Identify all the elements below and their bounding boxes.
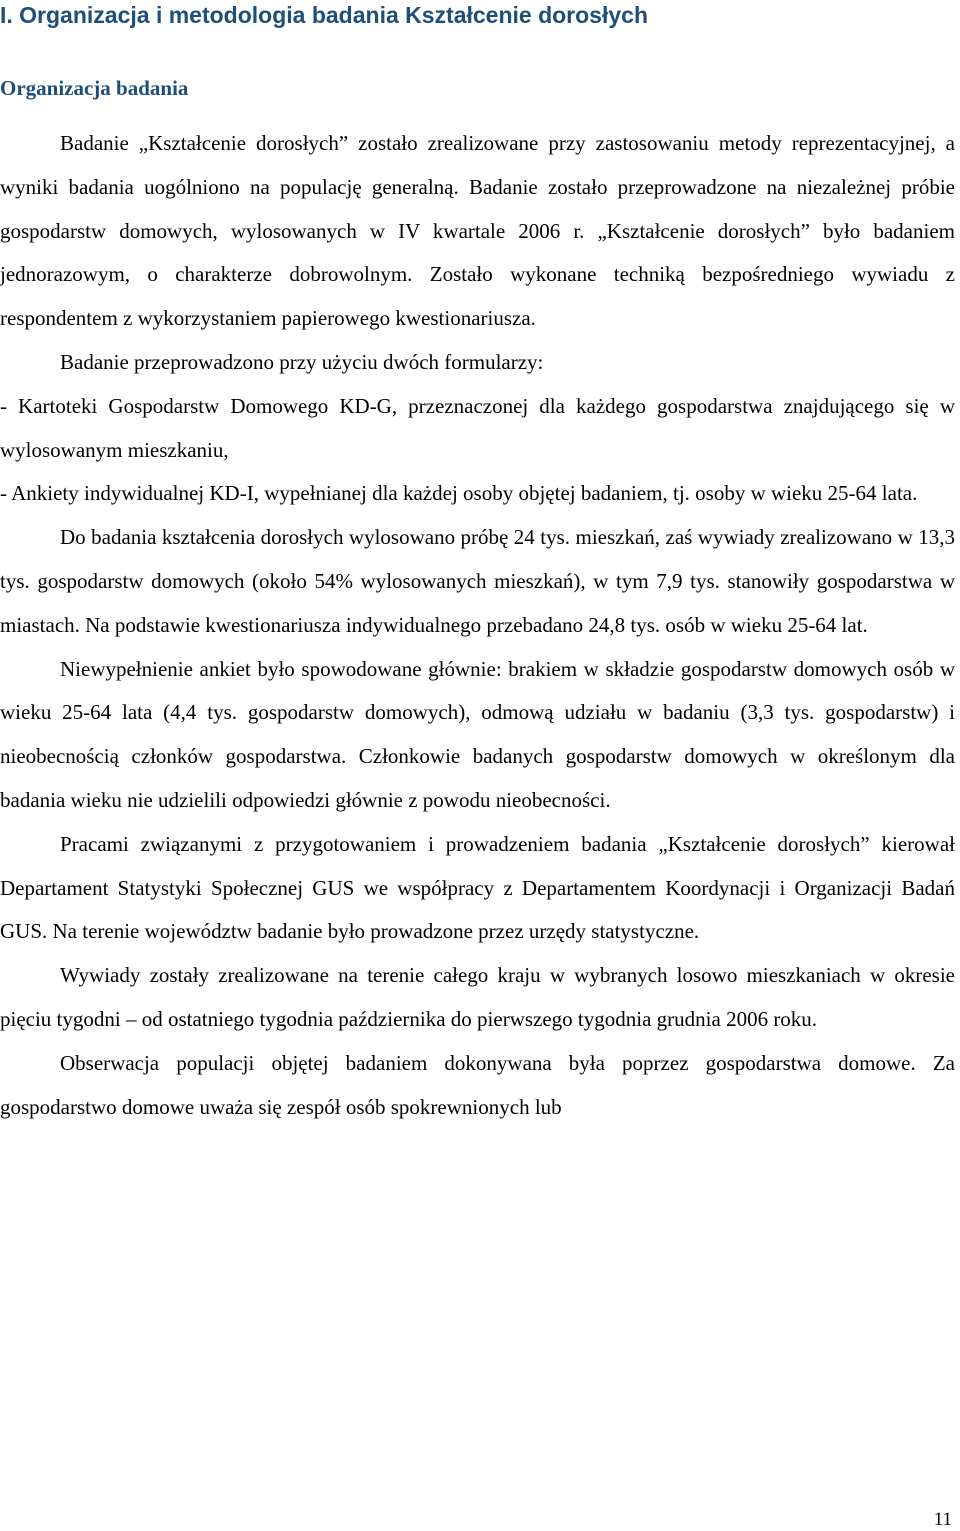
- paragraph-organization: Pracami związanymi z przygotowaniem i prowadzeniem badania „Kształcenie dorosłych” kierował Departament Statystyki Społecznej GUS we współpracy z Departamentem Koordynacji i Organizacji Badań GUS. Na terenie województw badanie było prowadzone przez urzędy statystyczne.: [0, 831, 955, 944]
- list-item-kd-i: - Ankiety indywidualnej KD-I, wypełnianej dla każdej osoby objętej badaniem, tj. osoby w wieku 25-64 lata.: [0, 481, 918, 506]
- paragraph-households: Obserwacja populacji objętej badaniem dokonywana była poprzez gospodarstwa domowe. Za gospodarstwo domowe uważa się zespół osób spokrewnionych lub: [0, 1050, 955, 1119]
- list-item-kd-g: - Kartoteki Gospodarstw Domowego KD-G, przeznaczonej dla każdego gospodarstwa znajdującego się w wylosowanym mieszkaniu,: [0, 393, 955, 462]
- paragraph-study-method: Badanie „Kształcenie dorosłych” zostało zrealizowane przy zastosowaniu metody reprezentacyjnej, a wyniki badania uogólniono na populację generalną. Badanie zostało przeprowadzone na niezależnej próbie gospodarstw domowych, wylosowanych w IV kwartale 2006 r. „Kształcenie dorosłych” było badaniem jednorazowym, o charakterze dobrowolnym. Zostało wykonane techniką bezpośredniego wywiadu z respondentem z wykorzystaniem papierowego kwestionariusza.: [0, 131, 955, 331]
- chapter-heading: I. Organizacja i metodologia badania Kształcenie dorosłych: [0, 2, 648, 28]
- paragraph-forms-intro: Badanie przeprowadzono przy użyciu dwóch formularzy:: [60, 349, 544, 374]
- section-heading: Organizacja badania: [0, 76, 189, 100]
- paragraph-fieldwork: Wywiady zostały zrealizowane na terenie całego kraju w wybranych losowo mieszkaniach w okresie pięciu tygodni – od ostatniego tygodnia października do pierwszego tygodnia grudnia 2006 roku.: [0, 963, 955, 1031]
- paragraph-sample: Do badania kształcenia dorosłych wylosowano próbę 24 tys. mieszkań, zaś wywiady zrealizowano w 13,3 tys. gospodarstw domowych (około 54% wylosowanych mieszkań), w tym 7,9 tys. stanowiły gospodarstwa w miastach. Na podstawie kwestionariusza indywidualnego przebadano 24,8 tys. osób w wieku 25-64 lat.: [0, 525, 955, 637]
- page-number: 11: [933, 1509, 952, 1530]
- body-text: [0, 122, 955, 1129]
- paragraph-nonresponse: Niewypełnienie ankiet było spowodowane głównie: brakiem w składzie gospodarstw domowych osób w wieku 25-64 lata (4,4 tys. gospodarstw domowych), odmową udziału w badaniu (3,3 tys. gospodarstw) i nieobecnością członków gospodarstwa. Członkowie badanych gospodarstw domowych w określonym dla badania wieku nie udzielili odpowiedzi głównie z powodu nieobecności.: [0, 656, 955, 812]
